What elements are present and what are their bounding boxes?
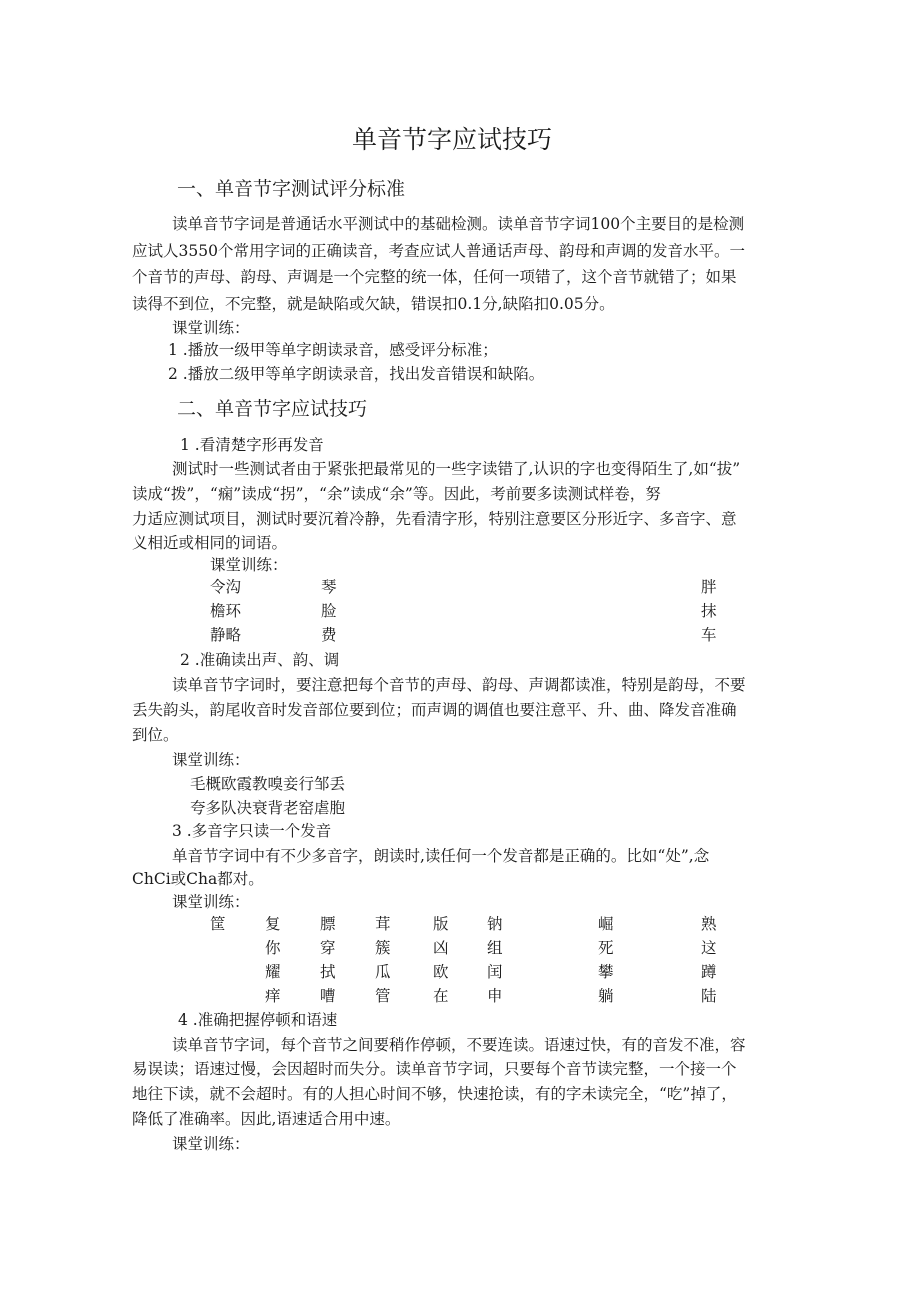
- sub3-char: 复: [265, 915, 281, 933]
- s1-paragraph-line: 读单音节字词是普通话水平测试中的基础检测。读单音节字词100个主要目的是检测: [172, 215, 745, 233]
- sub2-char-line: 毛概欧霞教嗅妾行邹丢: [190, 775, 346, 793]
- sub3-char: 组: [487, 939, 503, 957]
- sub4-paragraph-line: 地往下读，就不会超时。有的人担心时间不够，快速抢读，有的字未读完全，“吃”掉了，: [132, 1085, 737, 1103]
- sub1-paragraph-line: 读成“拨”，“痫”读成“拐”，“余”读成“余”等。因此，考前要多读测试样卷，努: [132, 485, 661, 503]
- page-title: 单音节字应试技巧: [352, 125, 553, 154]
- sub3-char: 痒: [265, 987, 281, 1005]
- sub1-word: 檐环: [210, 602, 242, 620]
- sub3-char: 凶: [433, 939, 449, 957]
- sub3-heading: 3 .多音字只读一个发音: [172, 822, 332, 840]
- sub3-practice-label: 课堂训练：: [172, 893, 250, 911]
- s1-paragraph-line: 个音节的声母、韵母、声调是一个完整的统一体，任何一项错了，这个音节就错了；如果: [132, 268, 737, 286]
- sub3-char: 闰: [487, 963, 503, 981]
- sub3-char: 你: [265, 939, 281, 957]
- sub2-heading: 2 .准确读出声、韵、调: [180, 651, 340, 669]
- sub3-paragraph-line: 单音节字词中有不少多音字，朗读时,读任何一个发音都是正确的。比如“处”,念: [172, 847, 710, 865]
- sub1-heading: 1 .看清楚字形再发音: [180, 436, 324, 454]
- sub3-char: 版: [433, 915, 449, 933]
- sub1-word: 费: [321, 626, 337, 644]
- s1-paragraph-line: 应试人3550个常用字词的正确读音，考查应试人普通话声母、韵母和声调的发音水平。一: [132, 242, 745, 260]
- sub2-char-line: 夸多队决衰背老窑虐胞: [190, 799, 346, 817]
- sub4-paragraph-line: 读单音节字词，每个音节之间要稍作停顿，不要连读。语速过快，有的音发不准，容: [172, 1036, 746, 1054]
- sub1-word: 车: [701, 626, 717, 644]
- sub3-paragraph-line: ChCi或Cha都对。: [132, 870, 264, 888]
- sub4-practice-label: 课堂训练：: [172, 1135, 250, 1153]
- sub3-char: 瓜: [375, 963, 391, 981]
- sub1-word: 抹: [701, 602, 717, 620]
- sub1-word: 令沟: [210, 578, 242, 596]
- sub3-char: 攀: [598, 963, 614, 981]
- sub1-word: 胖: [701, 578, 717, 596]
- s1-list-item: 2 .播放二级甲等单字朗读录音，找出发音错误和缺陷。: [168, 365, 545, 383]
- sub3-char: 穿: [320, 939, 336, 957]
- sub2-paragraph-line: 丢失韵头，韵尾收音时发音部位要到位；而声调的调值也要注意平、升、曲、降发音准确: [132, 701, 737, 719]
- sub3-char: 茸: [375, 915, 391, 933]
- sub3-char: 在: [433, 987, 449, 1005]
- sub1-word: 琴: [321, 578, 337, 596]
- sub4-heading: 4 .准确把握停顿和语速: [178, 1011, 338, 1029]
- sub3-char: 耀: [265, 963, 281, 981]
- sub1-paragraph-line: 义相近或相同的词语。: [132, 534, 288, 552]
- sub3-char: 嘈: [320, 987, 336, 1005]
- s1-practice-label: 课堂训练：: [172, 319, 250, 337]
- sub3-char: 欧: [433, 963, 449, 981]
- sub1-paragraph-line: 测试时一些测试者由于紧张把最常见的一些字读错了,认识的字也变得陌生了,如“拔”: [172, 460, 741, 478]
- sub2-paragraph-line: 到位。: [132, 726, 179, 744]
- s1-paragraph-line: 读得不到位，不完整，就是缺陷或欠缺，错误扣0.1分,缺陷扣0.05分。: [132, 295, 615, 313]
- sub1-practice-label: 课堂训练：: [210, 556, 288, 574]
- sub3-char: 这: [701, 939, 717, 957]
- sub3-char: 膘: [320, 915, 336, 933]
- sub4-paragraph-line: 降低了准确率。因此,语速适合用中速。: [132, 1110, 401, 1128]
- sub3-char: 死: [598, 939, 614, 957]
- sub4-paragraph-line: 易误读；语速过慢，会因超时而失分。读单音节字词，只要每个音节读完整，一个接一个: [132, 1060, 737, 1078]
- sub3-char: 蹲: [701, 963, 717, 981]
- sub3-char: 筐: [210, 915, 226, 933]
- sub3-char: 拭: [320, 963, 336, 981]
- sub3-char: 陆: [701, 987, 717, 1005]
- sub1-paragraph-line: 力适应测试项目，测试时要沉着冷静，先看清字形，特别注意要区分形近字、多音字、意: [132, 510, 737, 528]
- sub3-char: 簇: [375, 939, 391, 957]
- sub3-char: 申: [487, 987, 503, 1005]
- sub1-word: 静略: [210, 626, 242, 644]
- sub1-word: 脸: [321, 602, 337, 620]
- sub3-char: 躺: [598, 987, 614, 1005]
- sub2-paragraph-line: 读单音节字词时，要注意把每个音节的声母、韵母、声调都读准，特别是韵母，不要: [172, 676, 746, 694]
- section-1-heading: 一、单音节字测试评分标准: [177, 178, 406, 200]
- sub3-char: 钠: [487, 915, 503, 933]
- sub3-char: 崛: [598, 915, 614, 933]
- s1-list-item: 1 .播放一级甲等单字朗读录音，感受评分标准；: [168, 341, 498, 359]
- sub3-char: 管: [375, 987, 391, 1005]
- section-2-heading: 二、单音节字应试技巧: [177, 398, 368, 420]
- sub2-practice-label: 课堂训练：: [172, 751, 250, 769]
- sub3-char: 熟: [701, 915, 717, 933]
